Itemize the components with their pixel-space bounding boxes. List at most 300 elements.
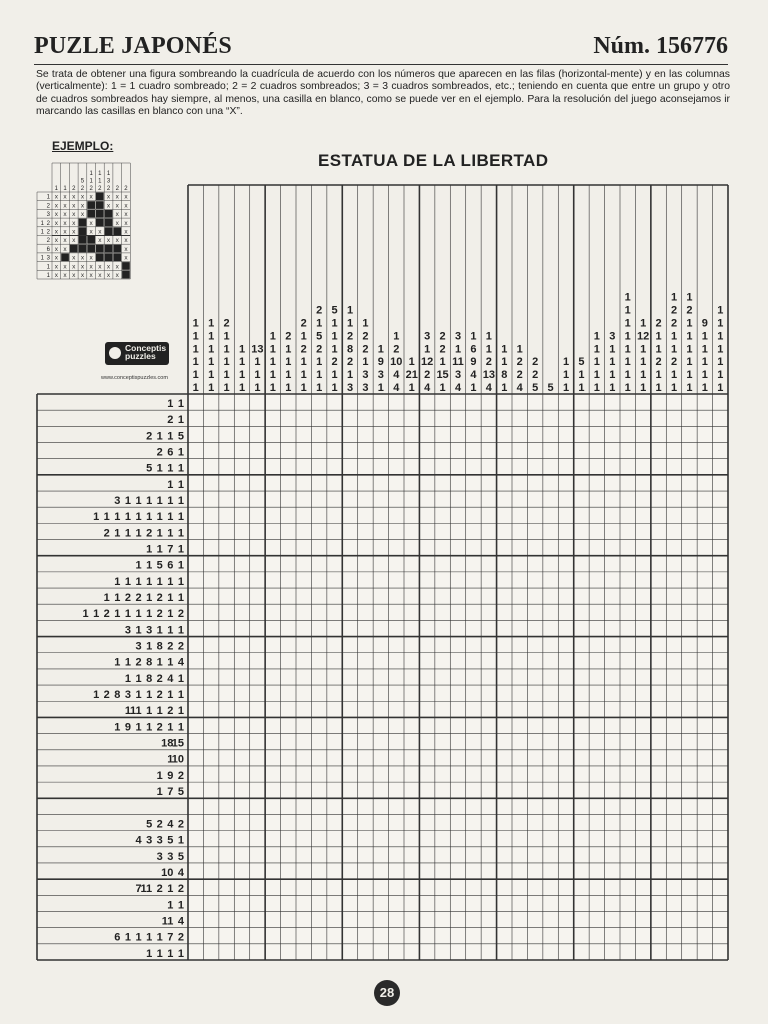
column-clue: 1 [316, 356, 323, 369]
row-clue: 2 [103, 527, 110, 540]
row-clue: 1 [93, 689, 100, 702]
row-clue: 1 [124, 931, 131, 944]
row-clue: 1 [156, 495, 163, 507]
example-column-clue: 1 [89, 171, 93, 177]
row-clue: 1 [167, 624, 174, 637]
column-clue: 1 [377, 382, 384, 394]
example-label: EJEMPLO: [52, 139, 114, 153]
row-clue: 1 [156, 947, 163, 960]
example-column-clue: 2 [106, 186, 111, 192]
column-clue: 1 [609, 343, 616, 356]
example-x-mark: x [72, 254, 76, 262]
row-clue: 4 [177, 656, 184, 669]
column-clue: 4 [516, 382, 523, 394]
example-column-clue: 2 [124, 186, 128, 192]
column-clue: 1 [593, 369, 600, 382]
column-clue: 1 [208, 343, 215, 356]
row-clue: 2 [167, 414, 174, 427]
example-x-mark: x [54, 228, 58, 236]
row-clue: 1 [124, 608, 131, 621]
column-clue: 1 [238, 382, 246, 394]
row-clue: 2 [177, 818, 184, 831]
column-clue: 1 [223, 369, 230, 382]
row-clue: 4 [177, 866, 184, 879]
row-clue: 1 [167, 495, 174, 507]
example-x-mark: x [72, 211, 76, 219]
column-clue: 1 [331, 330, 338, 343]
column-clue: 1 [208, 330, 215, 343]
column-clue: 1 [717, 356, 724, 369]
column-clue: 1 [670, 382, 678, 394]
column-clue: 1 [346, 304, 354, 317]
column-clue: 1 [408, 356, 415, 369]
column-clue: 2 [439, 330, 446, 343]
column-clue: 1 [254, 356, 261, 369]
example-x-mark: x [54, 245, 58, 253]
column-clue: 2 [670, 317, 678, 330]
example-x-mark: x [115, 272, 119, 279]
column-clue: 1 [609, 356, 616, 369]
column-clue: 1 [717, 304, 724, 317]
example-x-mark: x [54, 272, 58, 279]
example-x-mark: x [124, 219, 128, 227]
example-x-mark: x [72, 272, 76, 279]
row-clue: 1 [135, 608, 142, 621]
example-column-clue: 2 [98, 186, 102, 192]
example-x-mark: x [54, 193, 58, 201]
row-clue: 1 [177, 899, 184, 912]
column-clue: 1 [300, 382, 307, 394]
column-clue: 1 [624, 369, 631, 382]
column-clue: 3 [362, 369, 369, 382]
example-x-mark: x [115, 202, 119, 210]
column-clue: 2 [362, 343, 369, 356]
example-x-mark: x [63, 228, 67, 236]
column-clue: 1 [485, 330, 492, 343]
column-clue: 1 [300, 330, 307, 343]
column-clue: 1 [331, 369, 338, 382]
example-x-mark: x [72, 263, 76, 271]
row-clue: 1 [167, 575, 174, 588]
column-clue: 1 [655, 382, 662, 394]
row-clue: 4 [177, 915, 184, 928]
column-clue: 5 [547, 382, 554, 394]
example-x-mark: x [63, 219, 67, 227]
column-clue: 1 [331, 382, 338, 394]
column-clue: 1 [377, 343, 384, 356]
example-row-clue: 3 [46, 212, 50, 219]
row-clue: 2 [177, 769, 184, 782]
logo-line1: Conceptis [125, 343, 167, 353]
example-row-clue: 3 [46, 255, 50, 262]
example-column-clue: 1 [54, 186, 59, 192]
column-clue: 1 [454, 343, 462, 356]
column-clue: 2 [346, 356, 354, 369]
column-clue: 2 [393, 343, 400, 356]
row-clue: 1 [135, 624, 142, 637]
column-clue: 1 [701, 356, 708, 369]
column-clue: 1 [192, 382, 199, 394]
column-clue: 21 [405, 369, 418, 382]
column-clue: 3 [424, 330, 431, 343]
column-clue: 1 [624, 317, 631, 330]
row-clue: 1 [177, 495, 184, 507]
column-clue: 1 [223, 343, 230, 356]
example-x-mark: x [124, 245, 128, 253]
row-clue: 2 [167, 705, 174, 718]
column-clue: 1 [562, 382, 570, 394]
example-x-mark: x [63, 263, 67, 271]
example-row-clue: 1 [40, 220, 44, 227]
column-clue: 1 [501, 343, 508, 356]
column-clue: 12 [637, 330, 650, 343]
column-clue: 1 [624, 304, 631, 317]
column-clue: 1 [254, 369, 261, 382]
column-clue: 1 [593, 356, 600, 369]
row-clue: 1 [177, 543, 184, 556]
column-clue: 2 [670, 356, 678, 369]
column-clue: 1 [192, 356, 199, 369]
example-x-mark: x [54, 219, 58, 227]
column-clue: 3 [454, 330, 462, 343]
row-clue: 1 [146, 559, 153, 572]
column-clue: 2 [300, 317, 307, 330]
column-clue: 1 [439, 356, 446, 369]
row-clue: 1 [177, 478, 184, 491]
column-clue: 1 [686, 317, 693, 330]
column-clue: 1 [393, 330, 400, 343]
example-x-mark: x [89, 272, 93, 279]
column-clue: 1 [269, 369, 276, 382]
row-clue: 1 [135, 511, 142, 524]
row-clue: 1 [167, 397, 174, 410]
row-clue: 3 [135, 640, 142, 653]
row-clue: 5 [146, 818, 153, 831]
column-clue: 2 [223, 317, 230, 330]
row-clue: 1 [177, 721, 184, 734]
row-clue: 8 [114, 689, 121, 702]
row-clue: 10 [161, 866, 174, 879]
column-clue: 2 [285, 330, 292, 343]
example-row-clue: 1 [46, 264, 50, 271]
row-clue: 2 [124, 592, 131, 605]
column-clue: 1 [640, 343, 647, 356]
column-clue: 1 [686, 291, 693, 304]
example-row-clue: 1 [40, 229, 44, 236]
row-clue: 6 [114, 931, 121, 944]
column-clue: 1 [593, 343, 600, 356]
example-x-mark: x [124, 193, 128, 201]
column-clue: 1 [624, 343, 631, 356]
example-column-clue: 2 [80, 186, 85, 192]
column-clue: 1 [223, 382, 230, 394]
row-clue: 1 [156, 430, 163, 443]
row-clue: 2 [156, 592, 163, 605]
column-clue: 11 [452, 356, 464, 369]
column-clue: 4 [454, 382, 462, 394]
example-x-mark: x [72, 219, 76, 227]
example-x-mark: x [89, 228, 93, 236]
column-clue: 1 [655, 369, 662, 382]
row-clue: 2 [135, 656, 142, 669]
row-clue: 1 [167, 608, 174, 621]
row-clue: 1 [167, 947, 174, 960]
row-clue: 1 [135, 931, 142, 944]
column-clue: 1 [516, 343, 523, 356]
example-x-mark: x [54, 202, 58, 210]
row-clue: 2 [156, 608, 163, 621]
row-clue: 1 [177, 559, 184, 572]
column-clue: 1 [624, 330, 631, 343]
row-clue: 1 [124, 656, 131, 669]
row-clue: 1 [114, 656, 121, 669]
example-x-mark: x [106, 272, 111, 279]
row-clue: 3 [124, 624, 131, 637]
column-clue: 1 [439, 382, 446, 394]
row-clue: 4 [135, 834, 142, 847]
logo-url: www.conceptispuzzles.com [101, 375, 168, 381]
example-x-mark: x [98, 237, 102, 245]
column-clue: 1 [269, 330, 276, 343]
row-clue: 3 [146, 834, 153, 847]
column-clue: 1 [316, 317, 323, 330]
row-clue: 1 [177, 575, 184, 588]
example-column-clue: 2 [72, 186, 76, 192]
column-clue: 1 [470, 330, 477, 343]
row-clue: 11 [140, 883, 153, 896]
row-clue: 1 [156, 705, 163, 718]
row-clue: 3 [167, 850, 174, 863]
row-clue: 1 [167, 689, 174, 702]
row-clue: 1 [146, 947, 153, 960]
row-clue: 3 [114, 495, 121, 507]
column-clue: 1 [238, 356, 246, 369]
example-x-mark: x [80, 211, 85, 219]
row-clue: 2 [156, 883, 163, 896]
example-x-mark: x [89, 219, 93, 227]
row-clue: 2 [156, 446, 163, 459]
row-clue: 1 [167, 527, 174, 540]
column-clue: 1 [208, 382, 215, 394]
column-clue: 1 [346, 369, 354, 382]
row-clue: 1 [156, 527, 163, 540]
column-clue: 2 [516, 369, 523, 382]
row-clue: 5 [177, 430, 184, 443]
column-clue: 1 [192, 317, 199, 330]
column-clue: 1 [670, 343, 678, 356]
row-clue: 10 [171, 753, 184, 766]
column-clue: 1 [609, 369, 616, 382]
column-clue: 1 [578, 382, 585, 394]
row-clue: 2 [103, 689, 110, 702]
column-clue: 1 [686, 382, 693, 394]
row-clue: 5 [177, 850, 184, 863]
row-clue: 18 [161, 737, 174, 750]
column-clue: 4 [393, 382, 400, 394]
column-clue: 1 [717, 330, 724, 343]
example-x-mark: x [98, 228, 102, 236]
column-clue: 1 [192, 330, 199, 343]
row-clue: 2 [156, 818, 163, 831]
row-clue: 2 [146, 430, 153, 443]
row-clue: 7 [135, 883, 142, 896]
row-clue: 1 [177, 672, 184, 685]
row-clue: 1 [135, 672, 142, 685]
example-x-mark: x [72, 228, 76, 236]
column-clue: 2 [532, 356, 539, 369]
example-x-mark: x [124, 228, 128, 236]
grid-background [188, 394, 728, 960]
row-clue: 1 [156, 511, 163, 524]
column-clue: 1 [593, 330, 600, 343]
row-clue: 1 [156, 786, 163, 799]
page-number: 28 [374, 980, 400, 1006]
row-clue: 2 [156, 721, 163, 734]
column-clue: 1 [269, 382, 276, 394]
row-clue: 1 [167, 430, 174, 443]
column-clue: 1 [686, 369, 693, 382]
column-clue: 1 [285, 343, 292, 356]
example-column-clue: 3 [106, 178, 111, 185]
column-clue: 1 [701, 330, 708, 343]
column-clue: 1 [254, 382, 261, 394]
example-x-mark: x [115, 263, 119, 271]
column-clue: 1 [717, 382, 724, 394]
column-clue: 2 [424, 369, 431, 382]
column-clue: 1 [640, 369, 647, 382]
row-clue: 1 [124, 705, 131, 718]
example-x-mark: x [124, 211, 128, 219]
column-clue: 1 [208, 356, 215, 369]
column-clue: 2 [485, 356, 492, 369]
row-clue: 1 [124, 527, 131, 540]
example-x-mark: x [124, 237, 128, 245]
column-clue: 10 [390, 356, 403, 369]
column-clue: 1 [670, 369, 678, 382]
column-clue: 8 [501, 369, 508, 382]
column-clue: 1 [192, 343, 199, 356]
column-clue: 1 [285, 356, 292, 369]
row-clue: 2 [177, 640, 184, 653]
column-clue: 2 [316, 304, 323, 317]
example-row-clue: 2 [46, 238, 50, 245]
column-clue: 1 [562, 369, 570, 382]
column-clue: 1 [717, 317, 724, 330]
column-clue: 1 [686, 330, 693, 343]
example-x-mark: x [72, 193, 76, 201]
row-clue: 3 [156, 834, 163, 847]
row-clue: 1 [167, 656, 174, 669]
row-clue: 1 [167, 478, 174, 491]
example-x-mark: x [115, 211, 119, 219]
column-clue: 1 [624, 291, 631, 304]
row-clue: 2 [177, 883, 184, 896]
row-clue: 1 [146, 640, 153, 653]
example-row-clue: 1 [46, 194, 50, 201]
row-clue: 1 [114, 511, 121, 524]
row-clue: 1 [124, 511, 131, 524]
example-x-mark: x [63, 211, 67, 219]
example-column-clue: 1 [98, 171, 102, 177]
row-clue: 1 [114, 527, 121, 540]
column-clue: 3 [454, 369, 462, 382]
row-clue: 1 [167, 462, 174, 475]
column-clue: 5 [316, 330, 323, 343]
column-clue: 9 [701, 317, 708, 330]
column-clue: 1 [346, 317, 354, 330]
column-clue: 5 [532, 382, 539, 394]
column-clue: 8 [346, 343, 354, 356]
row-clue: 1 [114, 721, 121, 734]
column-clue: 1 [208, 317, 215, 330]
example-x-mark: x [98, 263, 102, 271]
column-clue: 2 [532, 369, 539, 382]
row-clue: 1 [114, 592, 121, 605]
column-clue: 5 [331, 304, 338, 317]
example-x-mark: x [89, 254, 93, 262]
example-x-mark: x [106, 202, 111, 210]
example-x-mark: x [72, 202, 76, 210]
example-x-mark: x [54, 254, 58, 262]
row-clue: 6 [167, 559, 174, 572]
column-clue: 1 [670, 330, 678, 343]
example-x-mark: x [89, 193, 93, 201]
row-clue: 3 [124, 689, 131, 702]
example-x-mark: x [124, 202, 128, 210]
column-clue: 1 [362, 356, 369, 369]
row-clue: 7 [167, 931, 174, 944]
column-clue: 1 [238, 343, 246, 356]
row-clue: 1 [156, 575, 163, 588]
column-clue: 3 [609, 330, 616, 343]
column-clue: 1 [285, 382, 292, 394]
column-clue: 1 [331, 343, 338, 356]
column-clue: 2 [316, 343, 323, 356]
column-clue: 1 [609, 382, 616, 394]
row-clue: 1 [156, 769, 163, 782]
row-clue: 1 [156, 543, 163, 556]
column-clue: 1 [501, 382, 508, 394]
example-row-clue: 1 [40, 255, 44, 262]
row-clue: 1 [103, 511, 110, 524]
column-clue: 9 [377, 356, 384, 369]
row-clue: 1 [177, 624, 184, 637]
row-clue: 1 [135, 575, 142, 588]
column-clue: 4 [485, 382, 492, 394]
row-clue: 1 [177, 592, 184, 605]
column-clue: 6 [470, 343, 477, 356]
column-clue: 1 [670, 291, 678, 304]
column-clue: 1 [562, 356, 570, 369]
column-clue: 1 [485, 343, 492, 356]
column-clue: 2 [362, 330, 369, 343]
example-x-mark: x [54, 263, 58, 271]
example-x-mark: x [63, 237, 67, 245]
row-clue: 1 [135, 527, 142, 540]
row-clue: 1 [177, 397, 184, 410]
column-clue: 1 [300, 356, 307, 369]
row-clue: 1 [177, 446, 184, 459]
column-clue: 1 [300, 369, 307, 382]
example-column-clue: 2 [89, 186, 93, 192]
column-clue: 5 [578, 356, 585, 369]
column-clue: 1 [470, 382, 477, 394]
row-clue: 1 [167, 753, 174, 766]
example-x-mark: x [63, 202, 67, 210]
logo-line2: puzzles [125, 351, 156, 361]
row-clue: 3 [156, 850, 163, 863]
column-clue: 9 [470, 356, 477, 369]
